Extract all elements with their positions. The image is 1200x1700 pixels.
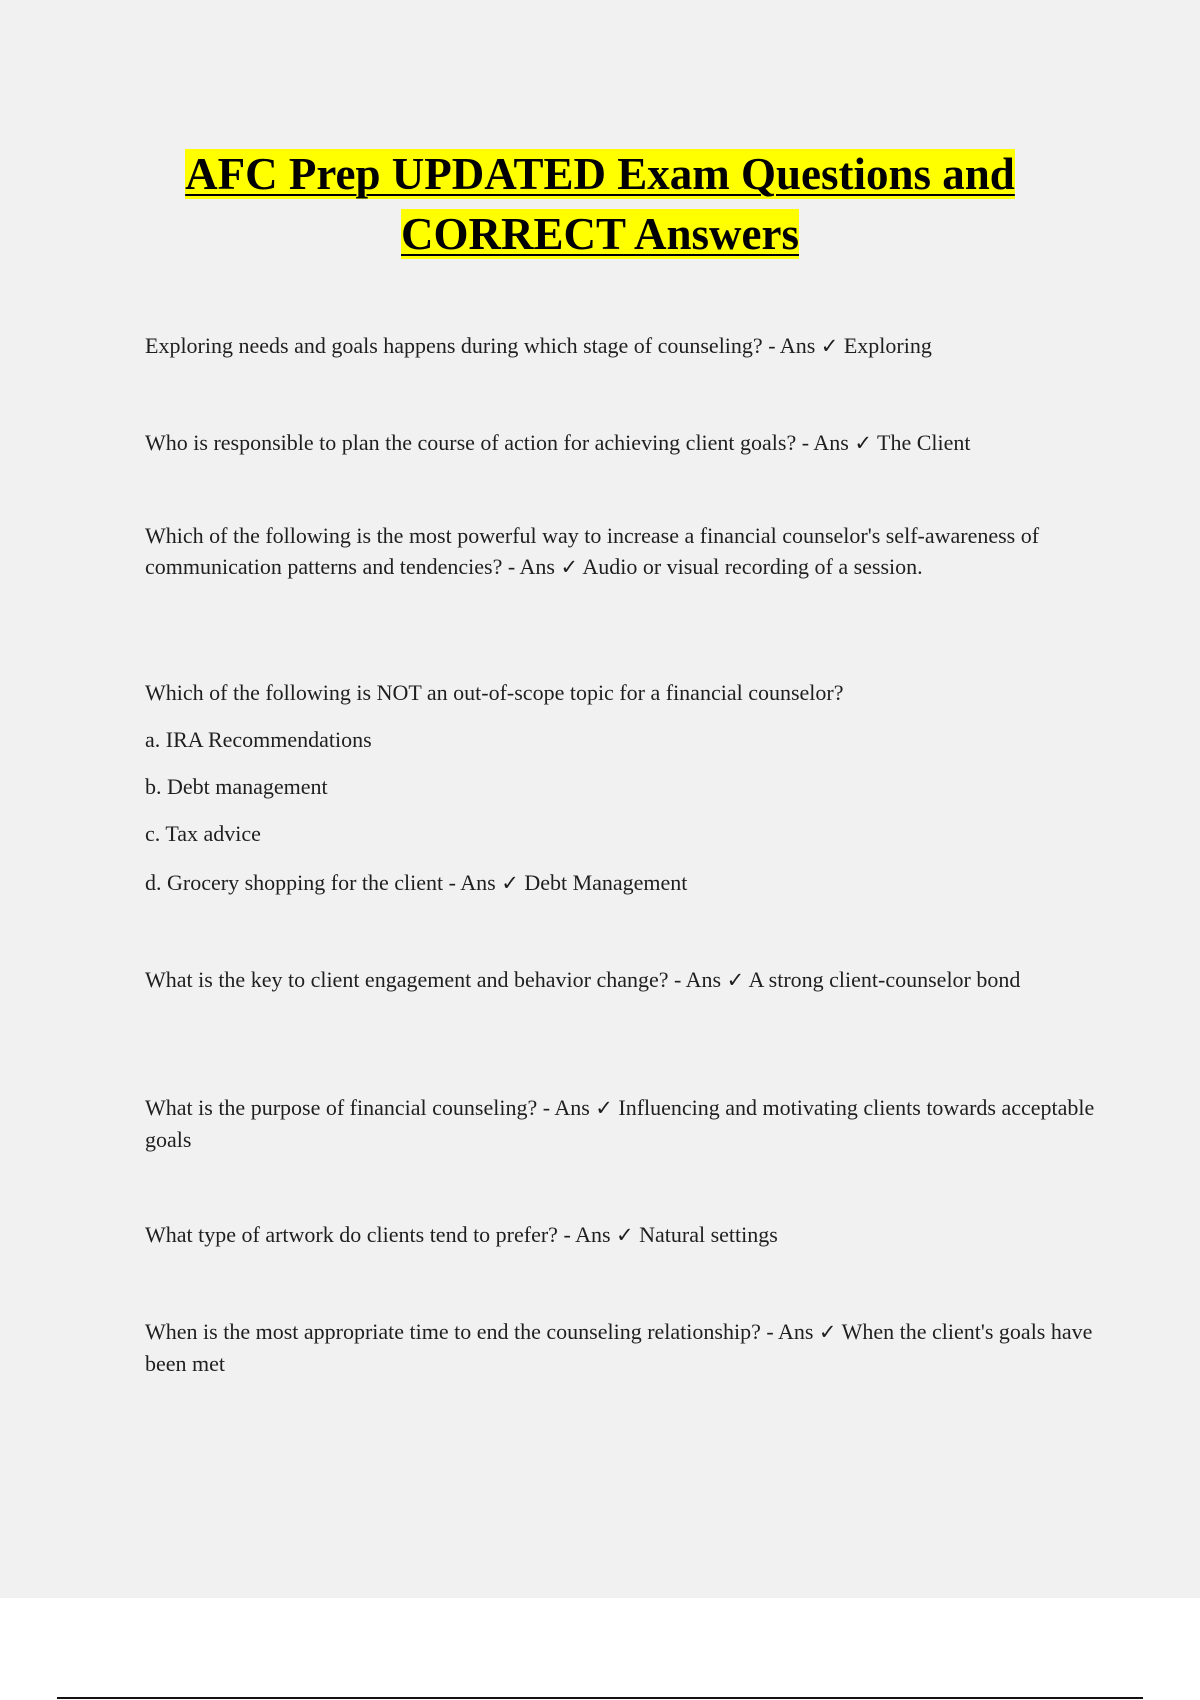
answer-prefix: - Ans	[443, 870, 502, 895]
answer-text: Influencing and motivating clients towards acceptable goals	[145, 1095, 1095, 1152]
answer-text: A strong client-counselor bond	[748, 967, 1021, 992]
check-icon: ✓	[726, 968, 745, 992]
answer-text: Debt Management	[524, 870, 688, 895]
qa-item-4-option-d	[145, 867, 1095, 899]
qa-item-6	[145, 1092, 1095, 1155]
qa-item-8	[145, 1316, 1095, 1379]
qa-item-3	[145, 520, 1095, 583]
question-text: Who is responsible to plan the course of action for achieving client goals?	[145, 430, 797, 455]
answer-text: Exploring	[843, 333, 932, 358]
qa-item-4-option-a	[145, 724, 1095, 755]
document-title	[0, 144, 1200, 264]
title-line-2: CORRECT Answers	[401, 209, 799, 259]
answer-prefix: - Ans	[762, 333, 821, 358]
option-text: b. Debt management	[145, 774, 328, 799]
check-icon: ✓	[854, 431, 872, 455]
qa-item-4-option-b	[145, 771, 1095, 802]
question-text: What type of artwork do clients tend to prefer?	[145, 1222, 558, 1247]
question-text: Which of the following is the most powerful way to increase a financial counselor's self-awareness of communication patterns and tendencies?	[145, 523, 1040, 579]
qa-item-4	[145, 677, 1095, 708]
answer-text: The Client	[877, 430, 971, 455]
answer-prefix: - Ans	[796, 430, 855, 455]
answer-prefix: - Ans	[668, 967, 727, 992]
qa-item-7	[145, 1219, 1095, 1251]
qa-item-4-option-c	[145, 818, 1095, 849]
option-text: a. IRA Recommendations	[145, 727, 372, 752]
footer-divider	[57, 1697, 1143, 1699]
qa-item-2	[145, 427, 1095, 459]
question-text: What is the purpose of financial counseling?	[145, 1095, 538, 1120]
option-text: d. Grocery shopping for the client	[145, 870, 444, 895]
check-icon: ✓	[616, 1223, 634, 1247]
check-icon: ✓	[560, 555, 579, 579]
answer-text: Audio or visual recording of a session.	[582, 554, 923, 579]
check-icon: ✓	[818, 1320, 837, 1344]
answer-prefix: - Ans	[537, 1095, 596, 1120]
option-text: c. Tax advice	[145, 821, 261, 846]
check-icon: ✓	[501, 871, 519, 895]
answer-text: When the client's goals have been met	[145, 1319, 1093, 1376]
answer-text: Natural settings	[639, 1222, 778, 1247]
title-line-1: AFC Prep UPDATED Exam Questions and	[185, 149, 1015, 199]
question-text: When is the most appropriate time to end the counseling relationship?	[145, 1319, 761, 1344]
qa-item-5	[145, 964, 1095, 996]
check-icon: ✓	[595, 1096, 613, 1120]
qa-item-1	[145, 330, 1095, 362]
answer-prefix: - Ans	[760, 1319, 819, 1344]
answer-prefix: - Ans	[502, 554, 561, 579]
question-text: What is the key to client engagement and behavior change?	[145, 967, 669, 992]
answer-prefix: - Ans	[557, 1222, 617, 1247]
check-icon: ✓	[820, 334, 839, 358]
question-text: Which of the following is NOT an out-of-scope topic for a financial counselor?	[145, 680, 844, 705]
question-text: Exploring needs and goals happens during which stage of counseling?	[145, 333, 763, 358]
